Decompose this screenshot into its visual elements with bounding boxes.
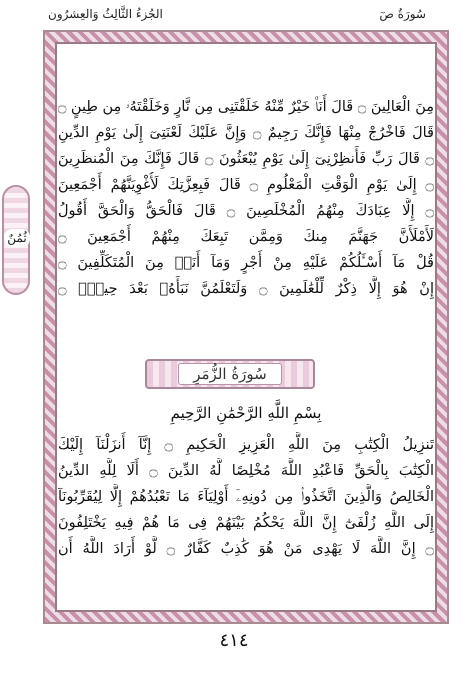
page-number: ٤١٤ bbox=[219, 630, 249, 651]
verse-line: قَالَ فَاخْرُجْ مِنْهَا فَإِنَّكَ رَجِيمٌ ۝ وَإِنَّ عَلَيْكَ لَعْنَتِىٓ إِلَىٰ يَوْمِ الدِّينِ bbox=[58, 125, 434, 141]
header-surah-name: سُورَةُ صٓ bbox=[379, 7, 426, 21]
text-block-bottom bbox=[58, 432, 434, 562]
verse-line: إِلَى اللَّهِ زُلْفَىٰٓ إِنَّ اللَّهَ يَحْكُمُ بَيْنَهُمْ فِى مَا هُمْ فِيهِ يَخْتَلِفُونَ bbox=[58, 515, 434, 531]
verse-line: إِنْ هُوَ إِلَّا ذِكْرٌ لِّلْعَٰلَمِينَ ۝ وَلَتَعْلَمُنَّ نَبَأَهُۥ بَعْدَ حِينٍۭ ۝ bbox=[58, 281, 434, 297]
surah-title-banner bbox=[145, 359, 315, 389]
verse-line: تَنزِيلُ الْكِتَٰبِ مِنَ اللَّهِ الْعَزِيزِ الْحَكِيمِ ۝ إِنَّآ أَنزَلْنَآ إِلَيْكَ bbox=[58, 437, 434, 453]
verse-line: مِنَ الْعَالِينَ ۝ قَالَ أَنَا۠ خَيْرٌ مِّنْهُ خَلَقْتَنِى مِن نَّارٍ وَخَلَقْتَهُۥ مِن طِينٍ ۝ bbox=[58, 99, 434, 115]
side-marker-label: ثُمُنٌ bbox=[4, 229, 30, 247]
verse-line: لَأَمْلَأَنَّ جَهَنَّمَ مِنكَ وَمِمَّن تَبِعَكَ مِنْهُمْ أَجْمَعِينَ ۝ bbox=[58, 229, 434, 245]
verse-line: ۝ إِلَىٰ يَوْمِ الْوَقْتِ الْمَعْلُومِ ۝ قَالَ فَبِعِزَّتِكَ لَأُغْوِيَنَّهُمْ أَجْمَعِينَ bbox=[58, 177, 434, 193]
verse-line: الْخَالِصُ وَالَّذِينَ اتَّخَذُوا۟ مِن دُونِهِۦٓ أَوْلِيَآءَ مَا نَعْبُدُهُمْ إِلَّا لِيُقَرِّبُونَآ bbox=[58, 489, 434, 505]
header-juz-name: الجُزءُ الثَّالِثُ وَالعِشرُون bbox=[48, 7, 163, 21]
verse-line: ۝ إِلَّا عِبَادَكَ مِنْهُمُ الْمُخْلَصِينَ ۝ قَالَ فَالْحَقُّ وَالْحَقَّ أَقُولُ bbox=[58, 203, 434, 219]
text-block-top bbox=[58, 94, 434, 302]
verse-line: الْكِتَٰبَ بِالْحَقِّ فَاعْبُدِ اللَّهَ مُخْلِصًا لَّهُ الدِّينَ ۝ أَلَا لِلَّهِ الدِّينُ bbox=[58, 463, 434, 479]
surah-title: سُورَةُ الزُّمَرِ bbox=[178, 363, 282, 385]
verse-line: قُلْ مَآ أَسْـَٔلُكُمْ عَلَيْهِ مِنْ أَجْرٍ وَمَآ أَنَا۠ مِنَ الْمُتَكَلِّفِينَ ۝ bbox=[58, 255, 434, 271]
verse-line: ۝ قَالَ رَبِّ فَأَنظِرْنِىٓ إِلَىٰ يَوْمِ يُبْعَثُونَ ۝ قَالَ فَإِنَّكَ مِنَ الْمُنظَرِينَ bbox=[58, 151, 434, 167]
basmala: بِسْمِ اللَّهِ الرَّحْمَٰنِ الرَّحِيمِ bbox=[170, 404, 322, 422]
verse-line: ۝ إِنَّ اللَّهَ لَا يَهْدِى مَنْ هُوَ كَٰذِبٌ كَفَّارٌ ۝ لَّوْ أَرَادَ اللَّهُ أَن bbox=[58, 541, 434, 557]
